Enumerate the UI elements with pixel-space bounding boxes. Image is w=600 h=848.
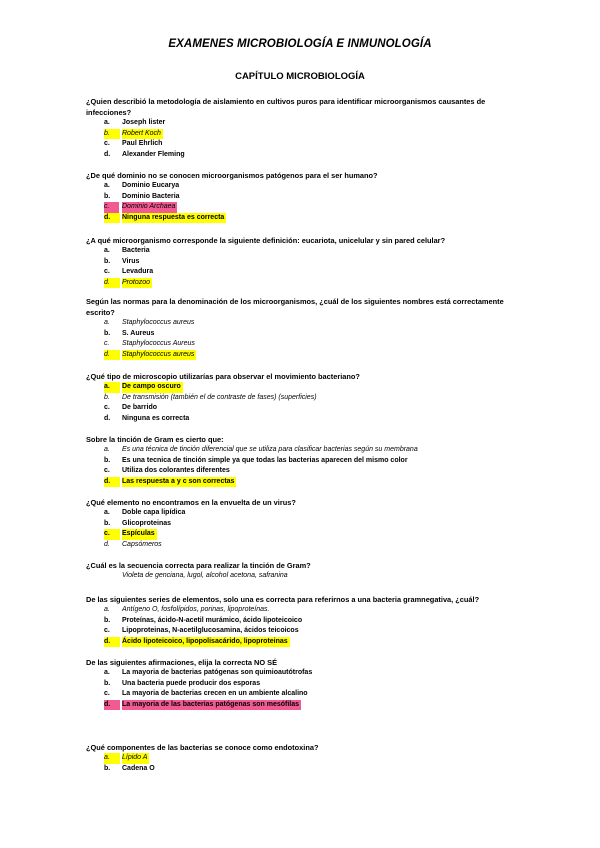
question-block bbox=[86, 594, 516, 647]
answer-option bbox=[86, 540, 516, 551]
option-text: De barrido bbox=[122, 404, 158, 412]
option-text: Glicoproteinas bbox=[122, 519, 172, 527]
option-letter: d. bbox=[104, 477, 120, 488]
option-text: S. Aureus bbox=[122, 329, 155, 337]
answer-option bbox=[86, 181, 516, 192]
option-text: Antígeno O, fosfolípidos, porinas, lipoproteínas. bbox=[122, 606, 270, 613]
option-text: Protozoo bbox=[122, 278, 152, 289]
option-letter: a. bbox=[104, 753, 120, 764]
option-letter: b. bbox=[104, 329, 111, 337]
option-letter: c. bbox=[104, 404, 110, 412]
option-text: Dominio Archaea bbox=[122, 202, 177, 213]
option-text: Doble capa lipídica bbox=[122, 509, 186, 516]
option-text: Es una técnica de tinción diferencial que se utiliza para clasificar bacterias según su membrana bbox=[122, 446, 418, 453]
option-letter: a. bbox=[104, 606, 110, 613]
option-letter: a. bbox=[104, 382, 120, 393]
option-text: Lípido A bbox=[122, 753, 149, 764]
question-block bbox=[86, 170, 516, 223]
question-block bbox=[86, 434, 516, 487]
option-letter: b. bbox=[104, 456, 111, 464]
answer-option bbox=[86, 129, 516, 140]
option-letter: d. bbox=[104, 278, 120, 289]
option-letter: b. bbox=[104, 616, 111, 624]
answer-option bbox=[86, 668, 516, 679]
answer-option bbox=[86, 139, 516, 150]
option-text: Joseph lister bbox=[122, 119, 166, 126]
option-letter: a. bbox=[104, 509, 110, 516]
option-text: La mayoria de bacterias crecen en un ambiente alcalino bbox=[122, 690, 308, 698]
option-letter: d. bbox=[104, 540, 110, 548]
option-text: Robert Koch bbox=[122, 129, 163, 140]
option-text: Alexander Fleming bbox=[122, 150, 185, 158]
answer-option bbox=[86, 605, 516, 616]
answer-option bbox=[86, 700, 516, 711]
document-title: EXAMENES MICROBIOLOGÍA E INMUNOLOGÍA bbox=[168, 38, 432, 50]
answer-option bbox=[86, 753, 516, 764]
question-block bbox=[86, 296, 516, 360]
option-text: Staphylococcus aureus bbox=[122, 350, 196, 361]
answer-option bbox=[86, 519, 516, 530]
option-text: De campo oscuro bbox=[122, 382, 183, 393]
question-block bbox=[86, 497, 516, 550]
option-text: La mayoria de las bacterias patógenas son mesófilas bbox=[122, 700, 301, 711]
option-letter: c. bbox=[104, 140, 110, 148]
option-text: Levadura bbox=[122, 268, 154, 276]
option-text: Proteínas, ácido-N-acetil murámico, ácido lipoteicoico bbox=[122, 616, 303, 624]
option-letter: c. bbox=[104, 202, 119, 213]
option-letter: b. bbox=[104, 129, 120, 140]
option-text: Bacteria bbox=[122, 247, 150, 254]
answer-option bbox=[86, 616, 516, 627]
question-text: ¿Qué componentes de las bacterias se conoce como endotoxina? bbox=[86, 743, 319, 752]
answer-option bbox=[86, 689, 516, 700]
question-block bbox=[86, 235, 516, 288]
option-letter: b. bbox=[104, 519, 111, 527]
answer-option bbox=[86, 329, 516, 340]
question-block bbox=[86, 96, 516, 160]
answer-option bbox=[86, 414, 516, 425]
question-text: De las siguientes afirmaciones, elija la correcta NO SÉ bbox=[86, 658, 278, 667]
option-text: Capsómeros bbox=[122, 540, 162, 548]
option-text: Paul Ehrlich bbox=[122, 140, 163, 148]
question-block bbox=[86, 371, 516, 424]
option-letter: b. bbox=[104, 393, 110, 401]
option-letter: c. bbox=[104, 529, 120, 540]
option-letter: d. bbox=[104, 637, 120, 648]
answer-option bbox=[86, 350, 516, 361]
question-block bbox=[86, 657, 516, 710]
option-text: Espículas bbox=[122, 529, 157, 540]
option-text: Ninguna respuesta es correcta bbox=[122, 213, 226, 224]
answer-option bbox=[86, 267, 516, 278]
option-text: Cadena O bbox=[122, 764, 155, 772]
answer-option bbox=[86, 466, 516, 477]
option-letter: d. bbox=[104, 414, 111, 422]
option-text: Virus bbox=[122, 257, 140, 265]
answer-option bbox=[86, 213, 516, 224]
answer-option bbox=[86, 508, 516, 519]
option-text: Staphylococcus aureus bbox=[122, 319, 195, 326]
answer-option bbox=[86, 150, 516, 161]
option-letter: b. bbox=[104, 257, 111, 265]
answer-option bbox=[86, 445, 516, 456]
answer-option bbox=[86, 192, 516, 203]
answer-option bbox=[86, 202, 516, 213]
option-letter: a. bbox=[104, 319, 110, 326]
answer-option bbox=[86, 118, 516, 129]
question-text: ¿A qué microorganismo corresponde la siguiente definición: eucariota, unicelular y sin pared celular? bbox=[86, 236, 446, 245]
question-text: ¿Cuál es la secuencia correcta para realizar la tinción de Gram? bbox=[86, 561, 311, 570]
option-text: Utiliza dos colorantes diferentes bbox=[122, 467, 230, 475]
answer-option bbox=[86, 679, 516, 690]
answer-option bbox=[86, 529, 516, 540]
option-text: Ninguna es correcta bbox=[122, 414, 190, 422]
answer-option bbox=[86, 764, 516, 775]
option-text: Dominio Bacteria bbox=[122, 192, 180, 200]
answer-option bbox=[86, 637, 516, 648]
answer-option bbox=[86, 257, 516, 268]
option-text: De transmisión (también el de contraste de fases) (superficies) bbox=[122, 393, 317, 401]
option-letter: d. bbox=[104, 150, 111, 158]
option-text: Ácido lipoteicoico, lipopolisacárido, lipoproteinas bbox=[122, 637, 290, 648]
option-letter: c. bbox=[104, 340, 110, 348]
question-text: ¿Qué tipo de microscopio utilizarías para observar el movimiento bacteriano? bbox=[86, 372, 360, 381]
option-letter: b. bbox=[104, 679, 111, 687]
option-text: Staphylococcus Aureus bbox=[122, 340, 195, 348]
answer-option bbox=[86, 626, 516, 637]
answer-option bbox=[86, 456, 516, 467]
answer-option bbox=[86, 339, 516, 350]
option-letter: a. bbox=[104, 182, 110, 189]
option-letter: b. bbox=[104, 192, 111, 200]
option-text: La mayoria de bacterias patógenas son quimioautótrofas bbox=[122, 669, 313, 676]
chapter-heading: CAPÍTULO MICROBIOLOGÍA bbox=[235, 71, 365, 82]
question-text: Según las normas para la denominación de los microorganismos, ¿cuál de los siguientes nombres está correctamente escrito? bbox=[86, 297, 504, 317]
answer-option bbox=[86, 477, 516, 488]
option-letter: a. bbox=[104, 119, 110, 126]
question-text: De las siguientes series de elementos, solo una es correcta para referirnos a una bacteria gramnegativa, ¿cuál? bbox=[86, 595, 480, 604]
answer-option bbox=[86, 318, 516, 329]
option-letter: a. bbox=[104, 247, 110, 254]
option-letter: c. bbox=[104, 268, 110, 276]
answer-option bbox=[86, 403, 516, 414]
option-letter: d. bbox=[104, 350, 120, 361]
option-text: Las respuesta a y c son correctas bbox=[122, 477, 236, 488]
option-letter: c. bbox=[104, 627, 110, 635]
answer-option bbox=[86, 393, 516, 404]
question-text: ¿Qué elemento no encontramos en la envuelta de un virus? bbox=[86, 498, 296, 507]
answer-option bbox=[86, 246, 516, 257]
answer-option bbox=[86, 382, 516, 393]
option-letter: b. bbox=[104, 764, 111, 772]
option-letter: a. bbox=[104, 669, 110, 676]
option-letter: c. bbox=[104, 690, 110, 698]
question-text: ¿De qué dominio no se conocen microorganismos patógenos para el ser humano? bbox=[86, 171, 378, 180]
option-text: Dominio Eucarya bbox=[122, 182, 180, 189]
question-block bbox=[86, 560, 516, 582]
option-letter: d. bbox=[104, 213, 120, 224]
question-text: ¿Quien describió la metodología de aislamiento en cultivos puros para identificar microorganismos causantes de infecciones? bbox=[86, 97, 486, 117]
question-block bbox=[86, 742, 516, 774]
option-letter: a. bbox=[104, 446, 110, 453]
option-letter: d. bbox=[104, 700, 120, 711]
answer-text: Violeta de genciana, lugol, alcohol acetona, safranina bbox=[122, 572, 288, 579]
question-text: Sobre la tinción de Gram es cierto que: bbox=[86, 435, 224, 444]
answer-option bbox=[86, 278, 516, 289]
option-text: Lipoproteinas, N-acetilglucosamina, ácidos teicoicos bbox=[122, 627, 299, 635]
option-letter: c. bbox=[104, 467, 110, 475]
option-text: Una bacteria puede producir dos esporas bbox=[122, 679, 261, 687]
option-text: Es una tecnica de tinción simple ya que todas las bacterias aparecen del mismo color bbox=[122, 456, 408, 464]
